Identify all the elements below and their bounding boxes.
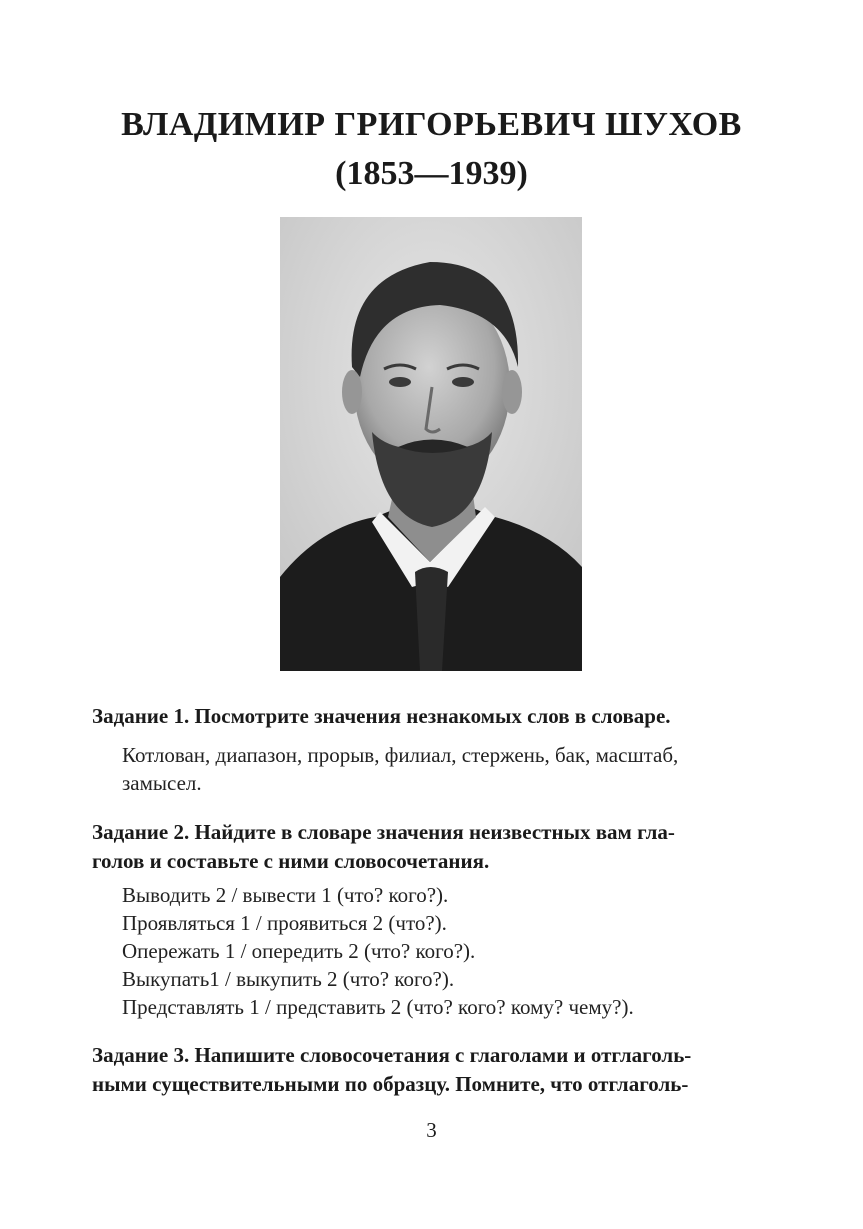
task1-words-continued: замысел. <box>122 771 202 795</box>
page-title: ВЛАДИМИР ГРИГОРЬЕВИЧ ШУХОВ <box>121 106 742 143</box>
list-item: Выводить 2 / вывести 1 (что? кого?). <box>122 883 449 907</box>
task2-heading-continued: голов и составьте с ними словосочетания. <box>92 849 490 873</box>
list-item: Опережать 1 / опередить 2 (что? кого?). <box>122 939 476 963</box>
list-item: Выкупать1 / выкупить 2 (что? кого?). <box>122 967 455 991</box>
task2-heading: Задание 2. Найдите в словаре значения неизвестных вам гла- <box>92 820 675 844</box>
task3-heading: Задание 3. Напишите словосочетания с глаголами и отглаголь- <box>92 1043 692 1067</box>
task1-words: Котлован, диапазон, прорыв, филиал, стержень, бак, масштаб, <box>122 743 679 767</box>
task3-heading-continued: ными существительными по образцу. Помните, что отглаголь- <box>92 1072 689 1096</box>
list-item: Представлять 1 / представить 2 (что? кого? кому? чему?). <box>122 995 634 1019</box>
task1-heading: Задание 1. Посмотрите значения незнакомых слов в словаре. <box>92 704 671 728</box>
portrait-photo <box>280 217 582 671</box>
list-item: Проявляться 1 / проявиться 2 (что?). <box>122 911 447 935</box>
page-number: 3 <box>426 1118 437 1142</box>
life-years: (1853—1939) <box>335 155 528 192</box>
